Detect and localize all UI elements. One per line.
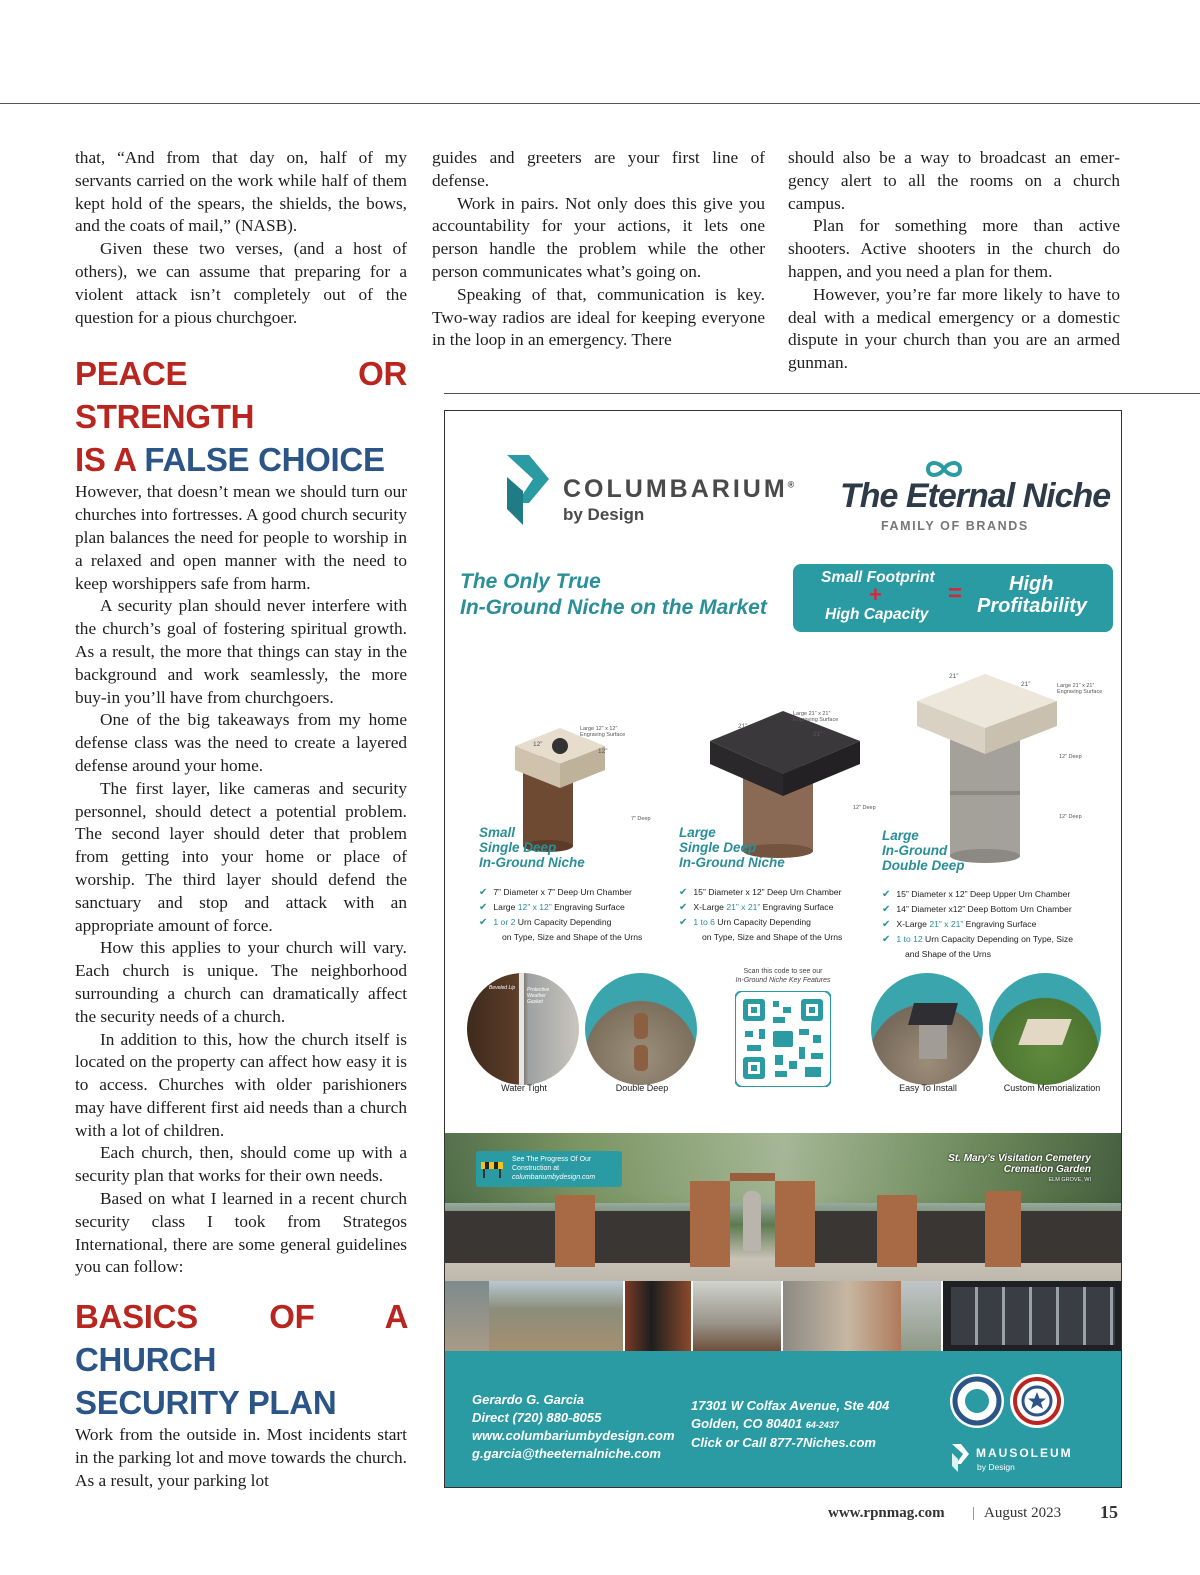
qr-caption: Scan this code to see our In-Ground Niche Key Features	[735, 968, 831, 984]
product-title-large: Large Single Deep In-Ground Niche	[679, 825, 785, 870]
columbarium-by-design: by Design	[563, 505, 645, 524]
product-title-double: Large In-Ground Double Deep	[882, 828, 965, 873]
ad-tagline: The Only True In-Ground Niche on the Market	[460, 570, 767, 619]
easy-install-photo	[871, 973, 983, 1085]
ad-top-rule	[444, 393, 1200, 394]
equation-banner: Small Footprint + High Capacity = High Profitability	[793, 564, 1113, 632]
paragraph: Based on what I learned in a recent church security class I took from Strategos International, there are some general guidelines you can follow:	[75, 1189, 407, 1277]
article-column-2	[432, 147, 765, 352]
water-tight-photo	[467, 973, 579, 1085]
dim-label: 12” Deep	[1059, 754, 1082, 760]
dim-label: 12”	[598, 748, 608, 755]
columbarium-wordmark: COLUMBARIUM®	[563, 475, 798, 503]
family-of-brands: FAMILY OF BRANDS	[881, 519, 1029, 533]
double-deep-label: Double Deep	[615, 1083, 669, 1093]
call-link[interactable]: Click or Call 877-7Niches.com	[691, 1435, 876, 1450]
paragraph: guides and greeters are your first line of defense.	[432, 148, 765, 190]
check-icon: ✔	[882, 889, 891, 900]
check-icon: ✔	[679, 917, 688, 928]
dim-label: 12”	[533, 741, 543, 748]
contact-block: Gerardo G. Garcia Direct (720) 880-8055 www.columbariumbydesign.com g.garcia@theeternalniche.com	[472, 1392, 675, 1461]
eternal-niche-wordmark: The Eternal Niche	[840, 477, 1111, 515]
qr-code[interactable]	[735, 991, 831, 1087]
paragraph: Given these two verses, (and a host of others), we can assume that preparing for a violent attack isn’t completely out of the question for a pious churchgoer.	[75, 239, 407, 327]
paragraph: One of the big takeaways from my home defense class was the need to create a layered defense around your home.	[75, 710, 407, 775]
feature-list-large: ✔ 15” Diameter x 12” Deep Urn Chamber ✔ X-Large 21” x 21” Engraving Surface ✔ 1 to 6 Urn Capacity Depending on Type, Size and Shape of the Urns	[679, 887, 843, 942]
dim-label: 12” Deep	[853, 805, 876, 811]
section-heading-basics: BASICS OF A CHURCH SECURITY PLAN	[75, 1298, 407, 1422]
issue-date: August 2023	[984, 1505, 1062, 1521]
paragraph: Work in pairs. Not only does this give you accountability for your actions, it lets one person handle the problem while the other person communicates what’s going on.	[432, 193, 765, 281]
water-tight-label: Water Tight	[501, 1083, 547, 1093]
custom-memorial-label: Custom Memorialization	[1003, 1083, 1101, 1093]
check-icon: ✔	[479, 917, 488, 928]
dim-label: 21”	[1021, 681, 1031, 688]
site-caption: St. Mary’s Visitation Cemetery Cremation Garden ELM GROVE, WI	[948, 1153, 1091, 1183]
paragraph: The first layer, like cameras and security personnel, should detect a potential problem. The second layer should deter that problem from getting into your home or place of worship. The third layer should defend the sanctuary and stop and attack with an appropriate amount of force.	[75, 778, 407, 935]
seal-badge-icon	[949, 1373, 1005, 1429]
made-in-usa-badge-icon	[1009, 1373, 1065, 1429]
double-deep-photo	[585, 973, 697, 1085]
paragraph: In addition to this, how the church itself is located on the property can affect how easy it is to access. Churches with older parishioners may have different first aid needs than a church with a lot of children.	[75, 1029, 407, 1140]
mausoleum-wordmark: MAUSOLEUM	[976, 1446, 1073, 1460]
article-column-1	[75, 147, 407, 1493]
check-icon: ✔	[479, 887, 488, 898]
page-number: 15	[1100, 1502, 1118, 1522]
footer-separator: |	[972, 1505, 976, 1521]
check-icon: ✔	[882, 919, 891, 930]
mausoleum-logo-icon	[950, 1443, 970, 1473]
dim-label: Large 21” x 21” Engraving Surface	[1057, 683, 1103, 695]
section-heading-peace-or-strength: PEACE OR STRENGTH IS A FALSE CHOICE	[75, 355, 407, 479]
check-icon: ✔	[882, 934, 891, 945]
dim-label: Large 21” x 21” Engraving Surface	[793, 711, 839, 723]
custom-memorial-photo	[989, 973, 1101, 1085]
progress-badge: See The Progress Of Our Construction at columbariumbydesign.com	[476, 1151, 622, 1187]
feature-list-small: ✔ 7” Diameter x 7” Deep Urn Chamber ✔ Large 12” x 12” Engraving Surface ✔ 1 or 2 Urn Capacity Depending on Type, Size and Shape of the Urns	[479, 887, 643, 942]
check-icon: ✔	[882, 904, 891, 915]
ad-contact-footer	[445, 1351, 1121, 1487]
email-link[interactable]: g.garcia@theeternalniche.com	[472, 1446, 661, 1461]
easy-install-label: Easy To Install	[899, 1083, 957, 1093]
paragraph: Work from the outside in. Most incidents start in the parking lot and move towards the church. As a result, your parking lot	[75, 1425, 407, 1490]
paragraph: A security plan should never interfere with the church’s goal of fostering spiritual growth. As a result, the more that things can stay in the background and work seamlessly, the more buy-in you’ll have from churchgoers.	[75, 596, 407, 707]
construction-barrier-icon	[480, 1159, 504, 1179]
mausoleum-by-design: by Design	[977, 1462, 1015, 1472]
paragraph: How this applies to your church will vary. Each church is unique. The neighborhood surrounding a church can dramatically affect the security needs of a church.	[75, 938, 407, 1026]
website-link[interactable]: www.columbariumbydesign.com	[472, 1428, 675, 1443]
dim-label: 21”	[813, 731, 823, 738]
magazine-url: www.rpnmag.com	[828, 1505, 945, 1521]
dim-label: 12” Deep	[1059, 814, 1082, 820]
paragraph: should also be a way to broadcast an emergency alert to all the rooms on a church campus.	[788, 148, 1120, 213]
article-column-3	[788, 147, 1120, 375]
dim-label: 7” Deep	[631, 816, 651, 822]
paragraph: Plan for something more than active shooters. Active shooters in the church do happen, and you need a plan for them.	[788, 216, 1120, 281]
project-photo-strip	[445, 1281, 1121, 1351]
check-icon: ✔	[679, 887, 688, 898]
check-icon: ✔	[479, 902, 488, 913]
dim-label: 21”	[738, 723, 748, 730]
columbarium-logo-icon	[503, 453, 551, 527]
paragraph: Each church, then, should come up with a security plan that works for their own needs.	[75, 1143, 407, 1186]
top-rule	[0, 103, 1200, 104]
address-block: 17301 W Colfax Avenue, Ste 404 Golden, CO 80401 64-2437 Click or Call 877-7Niches.com	[691, 1398, 890, 1450]
paragraph: that, “And from that day on, half of my servants carried on the work while half of them kept hold of the spears, the shields, the bows, and the coats of mail,” (NASB).	[75, 148, 407, 236]
feature-list-double: ✔ 15” Diameter x 12” Deep Upper Urn Chamber ✔ 14” Diameter x12” Deep Bottom Urn Chamber ✔ X-Large 21” x 21” Engraving Surface ✔ 1 to 12 Urn Capacity Depending on Type, Size and Shape of the Urns	[882, 889, 1073, 959]
check-icon: ✔	[679, 902, 688, 913]
infinity-icon	[923, 459, 965, 479]
dim-label: 21”	[949, 673, 959, 680]
weather-gasket-label: Protective Weather Gasket	[527, 987, 550, 1005]
dim-label: Large 12” x 12” Engraving Surface	[580, 726, 626, 738]
beveled-lip-label: Beveled Lip	[489, 985, 516, 991]
paragraph: Speaking of that, communication is key. Two-way radios are ideal for keeping everyone in the loop in an emergency. There	[432, 284, 765, 350]
columbarium-advertisement	[444, 410, 1122, 1488]
paragraph: However, you’re far more likely to have to deal with a medical emergency or a domestic dispute in your church than you are an armed gunman.	[788, 284, 1120, 373]
paragraph: However, that doesn’t mean we should turn our churches into fortresses. A good church security plan balances the need for people to worship in a relaxed and open manner with the need to keep worshippers safe from harm.	[75, 482, 407, 593]
product-title-small: Small Single Deep In-Ground Niche	[479, 825, 585, 870]
